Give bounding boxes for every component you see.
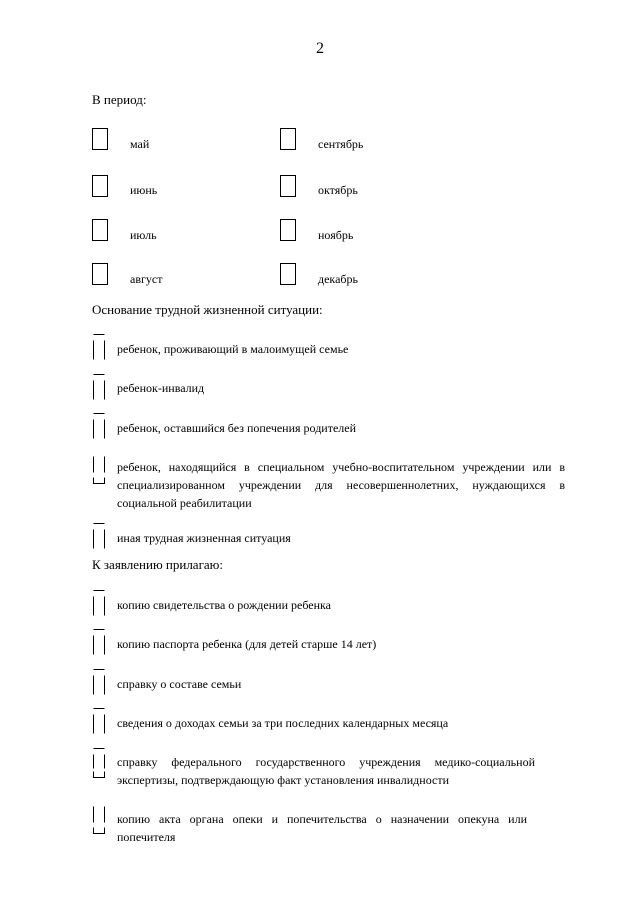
attachment-item-label: копию паспорта ребенка (для детей старше 14 лет) [117, 637, 377, 651]
checkbox-august[interactable] [92, 263, 108, 285]
basis-checkbox[interactable] [93, 523, 105, 549]
month-label-june: июнь [130, 183, 158, 197]
month-label-december: декабрь [318, 272, 358, 286]
checkbox-july[interactable] [92, 219, 108, 241]
basis-item-label: ребенок, оставшийся без попечения родителей [117, 421, 357, 435]
month-label-august: август [130, 272, 163, 286]
attachment-checkbox[interactable] [93, 708, 105, 734]
period-title: В период: [92, 92, 147, 107]
basis-item-label: ребенок-инвалид [117, 381, 205, 395]
attachment-checkbox[interactable] [93, 748, 105, 778]
attachment-checkbox[interactable] [93, 806, 105, 834]
month-label-may: май [130, 137, 150, 151]
checkbox-september[interactable] [280, 128, 296, 150]
attachments-title: К заявлению прилагаю: [92, 557, 224, 572]
basis-checkbox[interactable] [93, 456, 105, 484]
basis-checkbox[interactable] [93, 413, 105, 439]
basis-item-label: иная трудная жизненная ситуация [117, 531, 291, 545]
checkbox-october[interactable] [280, 175, 296, 197]
basis-item-label: ребенок, находящийся в специальном учебно-воспитательном учреждении или в специализированном учреждении для несовершеннолетних, нуждающихся в социальной реабилитации [117, 460, 565, 510]
attachment-item-label: справку федерального государственного учреждения медико-социальной экспертизы, подтверждающую факт установления инвалидности [117, 755, 535, 787]
basis-checkbox[interactable] [93, 374, 105, 400]
month-label-july: июль [130, 228, 157, 242]
attachment-checkbox[interactable] [93, 669, 105, 695]
basis-title: Основание трудной жизненной ситуации: [92, 302, 323, 317]
checkbox-june[interactable] [92, 175, 108, 197]
attachment-item-label: сведения о доходах семьи за три последних календарных месяца [117, 716, 449, 730]
checkbox-november[interactable] [280, 219, 296, 241]
attachment-checkbox[interactable] [93, 629, 105, 655]
basis-item-label: ребенок, проживающий в малоимущей семье [117, 342, 349, 356]
month-label-september: сентябрь [318, 137, 364, 151]
checkbox-may[interactable] [92, 128, 108, 150]
attachment-item-label: копию свидетельства о рождении ребенка [117, 598, 331, 612]
attachment-item-label: копию акта органа опеки и попечительства о назначении опекуна или попечителя [117, 812, 527, 844]
month-label-october: октябрь [318, 183, 358, 197]
attachment-item-label: справку о составе семьи [117, 677, 242, 691]
page-number: 2 [316, 40, 324, 57]
month-label-november: ноябрь [318, 228, 354, 242]
basis-checkbox[interactable] [93, 334, 105, 360]
attachment-checkbox[interactable] [93, 590, 105, 616]
checkbox-december[interactable] [280, 263, 296, 285]
